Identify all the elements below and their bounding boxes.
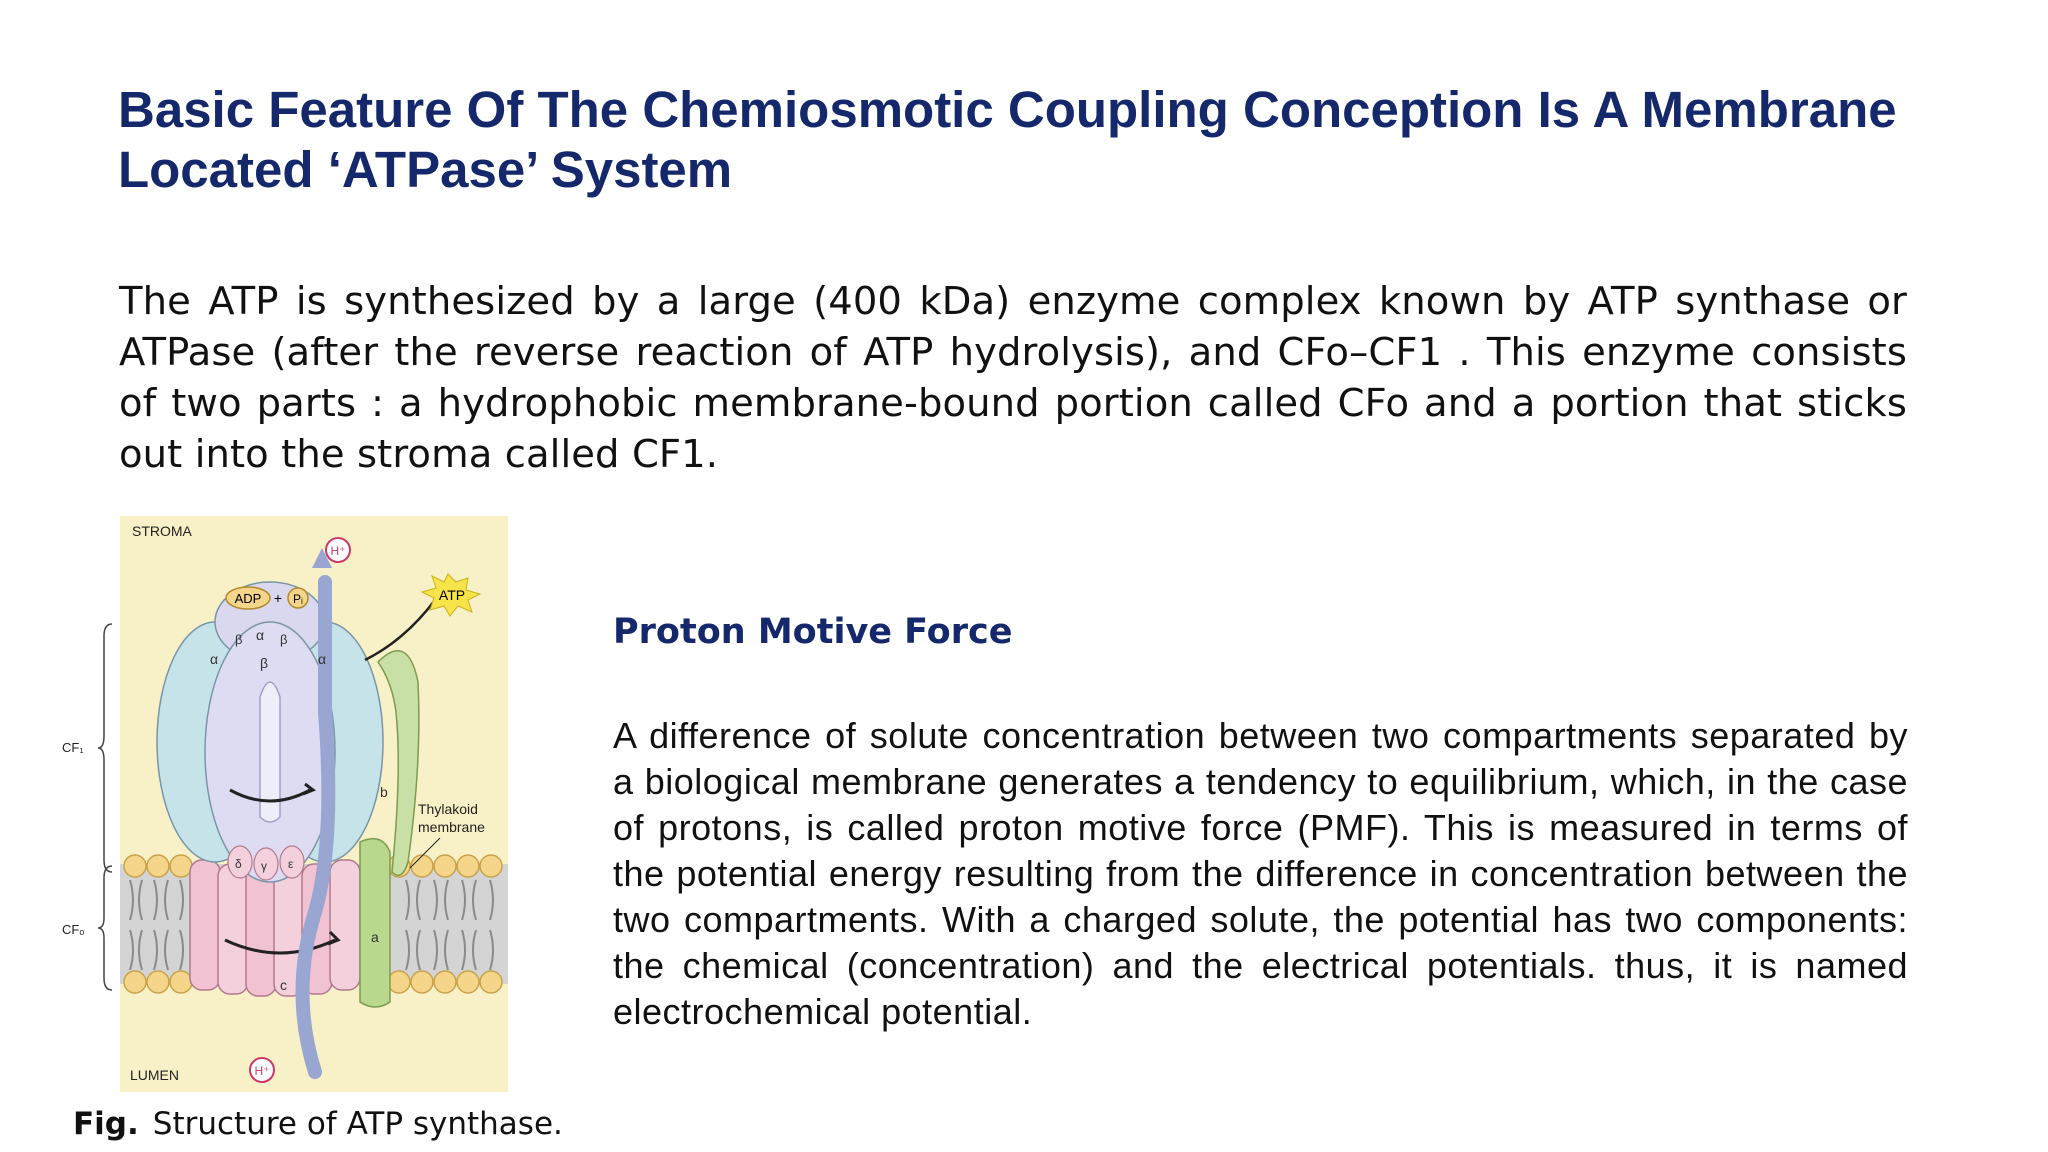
caption-label: Fig. (73, 1106, 139, 1142)
a-subunit (360, 839, 390, 1007)
c-subunit-label: c (280, 977, 287, 993)
section-heading: Proton Motive Force (613, 612, 1013, 652)
h-plus-top-label: H⁺ (330, 544, 346, 558)
pmf-paragraph: A difference of solute concentration between two compartments separated by a biological membrane generates a tendency to equilibrium, which, in the case of protons, is called proton motive force (PMF). This is measured in terms of the potential energy resulting from the difference in concentration between the two compartments. With a charged solute, the potential has two components: the chemical (concentration) and the electrical potentials. thus, it is named electrochemical potential. (613, 715, 1908, 1032)
beta-label-left: β (235, 632, 243, 647)
a-subunit-label: a (371, 929, 379, 945)
alpha-label-top: α (256, 627, 265, 643)
cf1-bracket (98, 624, 112, 872)
cf1-label: CF₁ (62, 740, 84, 755)
lumen-label: LUMEN (130, 1067, 180, 1083)
pi-label: Pᵢ (293, 592, 303, 606)
h-plus-bottom-label: H⁺ (254, 1064, 270, 1078)
epsilon-label: ε (288, 857, 294, 871)
atp-synthase-figure (60, 512, 520, 1092)
thylakoid-label-2: membrane (418, 819, 485, 835)
caption-text: Structure of ATP synthase. (152, 1106, 563, 1142)
b-subunit-label: b (380, 784, 388, 800)
stroma-label: STROMA (132, 523, 192, 539)
atp-synthase-diagram (60, 512, 520, 1092)
figure-caption (73, 1106, 563, 1142)
thylakoid-label-1: Thylakoid (418, 801, 478, 817)
slide-title: Basic Feature Of The Chemiosmotic Coupling Conception Is A Membrane Located ‘ATPase’ System (118, 81, 1897, 198)
alpha-label-left: α (210, 651, 219, 667)
atp-label: ATP (438, 587, 466, 603)
alpha-label-right: α (318, 651, 327, 667)
beta-label-right: β (280, 632, 288, 647)
cfo-bracket (98, 866, 112, 990)
beta-label-center: β (260, 655, 269, 671)
plus-label: + (273, 590, 283, 606)
intro-paragraph: The ATP is synthesized by a large (400 kDa) enzyme complex known by ATP synthase or ATPase (after the reverse reaction of ATP hydrolysis), and CFo–CF1 . This enzyme consists of two parts : a hydrophobic membrane-bound portion called CFo and a portion that sticks out into the stroma called CF1. (119, 279, 1907, 477)
cfo-label: CFₒ (62, 922, 85, 937)
gamma-label: γ (261, 859, 267, 873)
adp-label: ADP (234, 591, 262, 606)
delta-label: δ (235, 857, 242, 871)
